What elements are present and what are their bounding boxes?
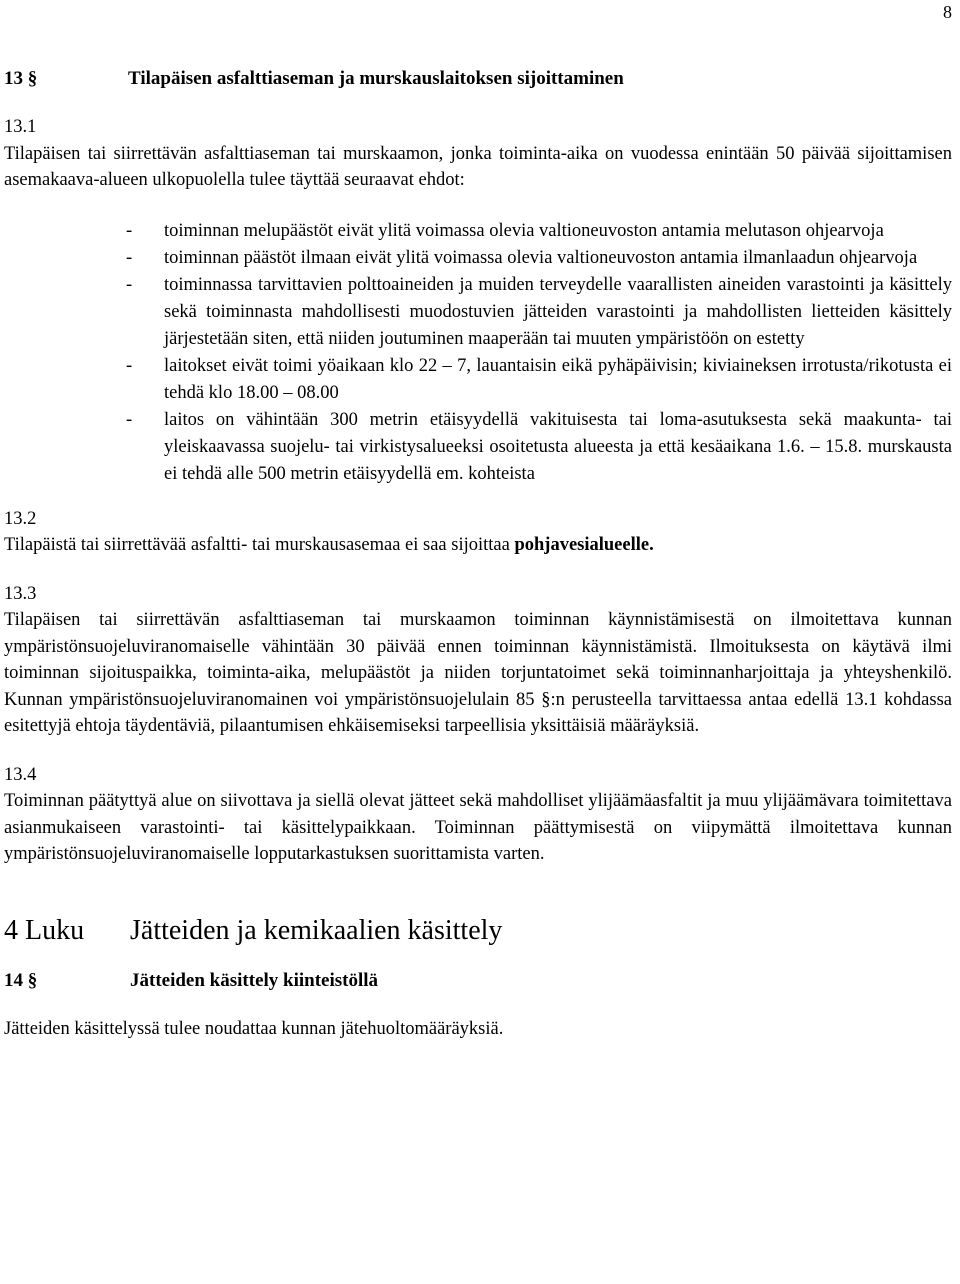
dash-marker: - [126, 409, 133, 430]
paragraph: Tilapäisen tai siirrettävän asfalttiaseman tai murskaamon toiminnan käynnistämisestä on ilmoitettava kunnan ympäristönsuojeluviranomaiselle vähintään 30 päivää ennen toiminnan käynnistämistä. Ilmoituksesta on käytävä ilmi toiminnan sijoituspaikka, toiminta-aika, melupäästöt ja niiden torjuntatoimet sekä toiminnanharjoittaja ja yhteyshenkilö. Kunnan ympäristönsuojeluviranomainen voi ympäristönsuojelulain 85 §:n perusteella tarvittaessa antaa edellä 13.1 kohdassa esitettyjä ehtoja täydentäviä, pilaantumisen ehkäisemiseksi tarpeellisia yksittäisiä määräyksiä. [4, 610, 952, 736]
list-item [126, 272, 952, 353]
section-title: Jätteiden käsittely kiinteistöllä [130, 969, 379, 991]
list-item-text: toiminnan päästöt ilmaan eivät ylitä voimassa olevia valtioneuvoston antamia ilmanlaadun ohjearvoja [164, 247, 918, 268]
chapter-4-heading [4, 914, 952, 948]
section-number: 14 § [4, 969, 38, 991]
dash-marker: - [126, 220, 133, 241]
paragraph: Jätteiden käsittelyssä tulee noudattaa kunnan jätehuoltomääräyksiä. [4, 1018, 504, 1039]
list-item [126, 407, 952, 488]
list-item-text: toiminnassa tarvittavien polttoaineiden ja muiden terveydelle vaarallisten aineiden varastointi ja käsittely sekä toiminnasta mahdollisesti muodostuvien jätteiden varastointi ja mahdollisten lietteiden käsittely järjestetään siten, että niiden joutuminen maaperään tai muuten ympäristöön on estetty [164, 274, 952, 349]
section-title: Tilapäisen asfalttiaseman ja murskauslaitoksen sijoittaminen [128, 68, 624, 89]
chapter-title: Jätteiden ja kemikaalien käsittely [130, 914, 503, 946]
dash-marker: - [126, 274, 133, 295]
list-item-text: toiminnan melupäästöt eivät ylitä voimassa olevia valtioneuvoston antamia melutason ohjearvoja [164, 220, 884, 241]
section-14-heading [4, 968, 952, 994]
subsection-number: 13.2 [4, 508, 37, 529]
subsection-13-4 [4, 762, 952, 868]
page-body [4, 66, 952, 1042]
paragraph-text: Tilapäistä tai siirrettävää asfaltti- tai murskausasemaa ei saa sijoittaa [4, 535, 515, 555]
bold-term: pohjavesialueelle. [514, 535, 654, 555]
paragraph [4, 532, 952, 559]
page-number: 8 [943, 2, 952, 22]
list-item-text: laitokset eivät toimi yöaikaan klo 22 – 7, lauantaisin eikä pyhäpäivisin; kiviaineksen irrotusta/rikotusta ei tehdä klo 18.00 – 08.00 [164, 355, 952, 403]
subsection-13-2 [4, 506, 952, 559]
subsection-13-1 [4, 114, 952, 488]
list-item [126, 218, 952, 245]
subsection-number: 13.3 [4, 583, 37, 604]
list-item [126, 245, 952, 272]
conditions-list [126, 218, 952, 488]
subsection-13-3 [4, 581, 952, 740]
list-item-text: laitos on vähintään 300 metrin etäisyydellä vakituisesta tai loma-asutuksesta sekä maakunta- tai yleiskaavassa suojelu- tai virkistysalueeksi osoitetusta alueesta ja että kesäaikana 1.6. – 15.8. murskausta ei tehdä alle 500 metrin etäisyydellä em. kohteista [164, 409, 952, 484]
list-item [126, 353, 952, 407]
paragraph: Toiminnan päätyttyä alue on siivottava ja siellä olevat jätteet sekä mahdolliset ylijäämäasfaltit ja muu ylijäämävara toimitettava asianmukaiseen varastointi- tai käsittelypaikkaan. Toiminnan päättymisestä on viipymättä ilmoitettava kunnan ympäristönsuojeluviranomaiselle lopputarkastuksen suorittamista varten. [4, 791, 952, 864]
section-number: 13 § [4, 68, 38, 89]
paragraph: Tilapäisen tai siirrettävän asfalttiaseman tai murskaamon, jonka toiminta-aika on vuodessa enintään 50 päivää sijoittamisen asemakaava-alueen ulkopuolella tulee täyttää seuraavat ehdot: [4, 143, 952, 190]
dash-marker: - [126, 355, 133, 376]
subsection-number: 13.1 [4, 117, 37, 137]
dash-marker: - [126, 247, 133, 268]
subsection-number: 13.4 [4, 764, 37, 785]
chapter-number: 4 Luku [4, 914, 85, 946]
section-13-heading [4, 66, 952, 92]
